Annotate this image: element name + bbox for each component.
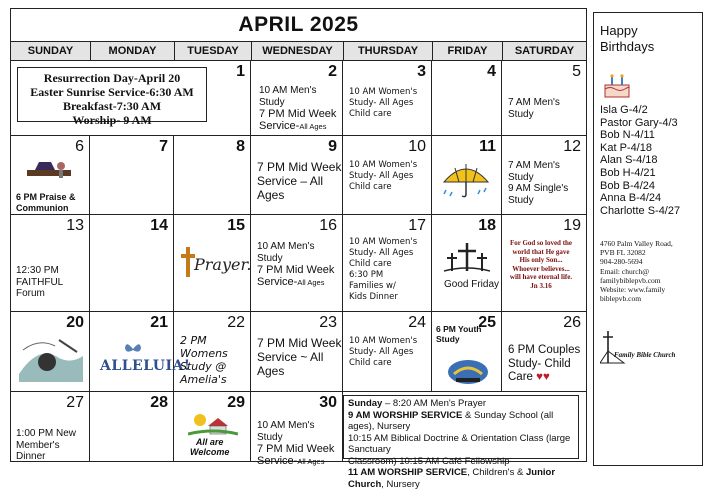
schedule-text: Sunday xyxy=(348,398,383,409)
hearts-icon: ♥♥ xyxy=(536,371,550,383)
day-cell xyxy=(502,136,586,215)
day-cell xyxy=(90,312,191,392)
event-text xyxy=(16,265,89,300)
day-number: 22 xyxy=(227,314,245,331)
event-text xyxy=(180,334,228,386)
schedule-text: , Children's & xyxy=(467,467,526,478)
day-cell xyxy=(502,215,586,312)
event-line: 10 AM Women's xyxy=(349,237,418,247)
easter-note-line: Resurrection Day-April 20 xyxy=(43,71,181,85)
day-cell xyxy=(11,312,90,392)
event-line: 6 PM Youth xyxy=(436,324,482,334)
event-line: Service ~ All xyxy=(257,350,324,364)
day-number: 21 xyxy=(150,314,168,331)
schedule-line xyxy=(348,410,574,433)
birthday-sidebar xyxy=(593,12,703,466)
day-number: 8 xyxy=(236,138,245,155)
day-cell xyxy=(432,61,502,136)
event-line: Service – All xyxy=(257,174,324,188)
day-number: 11 xyxy=(479,138,496,155)
communion-icon xyxy=(25,158,75,182)
event-line: 9 AM Single's xyxy=(508,183,569,194)
weekday-friday: FRIDAY xyxy=(432,41,502,61)
event-line: 10 AM Women's xyxy=(349,160,418,170)
event-text xyxy=(16,428,76,463)
day-number: 28 xyxy=(150,394,168,411)
event-line: FAITHFUL Forum xyxy=(16,276,63,299)
event-line: All Ages xyxy=(299,122,327,131)
day-number: 25 xyxy=(478,314,496,331)
event-text xyxy=(259,85,342,133)
day-cell xyxy=(90,392,174,462)
event-text xyxy=(257,160,341,202)
event-text xyxy=(508,344,580,385)
day-number: 29 xyxy=(227,394,245,411)
day-cell xyxy=(251,312,343,392)
schedule-text: Junior Church xyxy=(348,467,556,490)
church-logo-icon xyxy=(600,329,630,365)
birthdays-title-line: Birthdays xyxy=(600,39,655,54)
event-line: All are xyxy=(195,437,224,447)
day-cell xyxy=(343,312,432,392)
day-cell xyxy=(343,136,432,215)
day-number: 20 xyxy=(66,314,84,331)
day-number: 14 xyxy=(150,217,168,234)
schedule-text: , Nursery xyxy=(381,478,420,490)
weekday-sunday: SUNDAY xyxy=(11,41,90,61)
weekday-monday: MONDAY xyxy=(90,41,174,61)
day-number: 1 xyxy=(236,63,245,80)
good-friday-label: Good Friday xyxy=(444,279,500,290)
day-number: 24 xyxy=(408,314,426,331)
schedule-text: 9 AM WORSHIP SERVICE xyxy=(348,409,463,421)
event-line: Welcome xyxy=(190,446,230,457)
day-cell xyxy=(90,215,174,312)
prayer-label: Prayer. xyxy=(194,255,252,274)
easter-note-line: Breakfast-7:30 AM xyxy=(62,99,162,113)
event-line: 7 PM Mid Week xyxy=(257,160,342,174)
event-line: Ages xyxy=(257,188,285,202)
day-cell xyxy=(174,136,251,215)
event-line: Member's xyxy=(16,439,60,451)
day-cell xyxy=(251,61,343,136)
event-line: 12:30 PM xyxy=(16,265,59,276)
day-number: 19 xyxy=(563,217,581,234)
welcome-text xyxy=(190,438,229,457)
event-line: 7 PM Mid Week xyxy=(259,108,337,120)
birthday-item: Bob B-4/24 xyxy=(600,179,656,192)
alleluia-label: ALLELUIA! xyxy=(100,358,191,374)
event-line: Study xyxy=(508,194,534,206)
day-number: 23 xyxy=(319,314,337,331)
event-text xyxy=(349,237,417,303)
event-line: Study @ xyxy=(180,360,227,373)
birthday-item: Charlotte S-4/27 xyxy=(600,204,681,217)
day-number: 10 xyxy=(408,138,426,155)
event-line: Study xyxy=(508,108,534,120)
event-line: 7 AM Men's xyxy=(508,97,560,108)
event-line: 7 AM Men's xyxy=(508,160,560,171)
easter-note-line: Easter Sunrise Service-6:30 AM xyxy=(30,85,194,99)
day-cell xyxy=(90,136,174,215)
day-cell xyxy=(11,215,90,312)
event-line: Service- xyxy=(257,276,298,288)
event-line: Womens xyxy=(180,347,228,360)
event-line: All Ages xyxy=(297,457,325,466)
day-number: 4 xyxy=(487,63,496,80)
sunday-schedule-box xyxy=(343,395,579,490)
easter-info-cell xyxy=(11,61,251,136)
schedule-text: & Sunday School (all ages), Nursery xyxy=(348,409,554,432)
day-number: 12 xyxy=(563,138,581,155)
event-line: Study xyxy=(508,171,534,183)
day-number: 2 xyxy=(328,63,337,80)
schedule-line xyxy=(348,467,574,490)
youth-logo-icon xyxy=(446,358,490,386)
day-number: 3 xyxy=(417,63,426,80)
day-number: 26 xyxy=(563,314,581,331)
event-line: 10 AM Women's xyxy=(349,336,418,346)
day-cell xyxy=(502,61,586,136)
address-line: Email: church@ xyxy=(600,266,650,276)
day-number: 7 xyxy=(159,138,168,155)
event-text xyxy=(508,160,568,206)
day-number: 30 xyxy=(319,394,337,411)
day-number: 15 xyxy=(227,217,245,234)
day-number: 13 xyxy=(66,217,84,234)
schedule-line: Classroom) 10:15 AM Café Fellowship xyxy=(348,455,510,467)
event-line: Study xyxy=(436,334,460,344)
day-cell xyxy=(174,312,251,392)
day-cell xyxy=(251,392,343,467)
day-cell xyxy=(432,312,502,392)
calendar-title: APRIL 2025 xyxy=(238,13,359,36)
birthday-item: Pastor Gary-4/3 xyxy=(600,116,678,129)
event-text xyxy=(349,336,417,369)
birthday-item: Bob N-4/11 xyxy=(600,129,655,142)
event-line: Child care xyxy=(349,358,392,368)
event-line: All Ages xyxy=(297,278,325,287)
event-line: Families w/ xyxy=(349,281,396,291)
event-line: 6 PM Couples xyxy=(508,344,581,356)
event-line: Communion xyxy=(16,203,69,213)
day-cell xyxy=(11,392,90,462)
day-number: 9 xyxy=(328,138,337,155)
three-crosses-icon xyxy=(444,239,490,273)
day-number: 27 xyxy=(66,394,84,411)
schedule-text: 11 AM WORSHIP SERVICE xyxy=(348,467,468,478)
church-name: Family Bible Church xyxy=(614,351,676,359)
birthdays-title xyxy=(600,23,654,55)
event-text xyxy=(257,336,341,378)
event-text xyxy=(349,87,417,120)
event-line: 10 AM Men's Study xyxy=(259,85,317,108)
day-cell xyxy=(251,215,343,312)
event-line: 2 PM xyxy=(180,334,207,347)
easter-note-line: Worship- 9 AM xyxy=(72,113,152,127)
address-line: Website: www.family xyxy=(600,285,666,295)
event-line: 10 AM Women's xyxy=(349,87,418,97)
address-line: 4760 Palm Valley Road, xyxy=(600,239,673,248)
birthday-item: Bob H-4/21 xyxy=(600,166,656,179)
birthday-item: Alan S-4/18 xyxy=(600,154,658,167)
schedule-text: – 8:20 AM Men's Prayer xyxy=(382,398,487,409)
day-cell xyxy=(251,136,343,215)
birthday-item: Isla G-4/2 xyxy=(600,104,648,116)
april-calendar xyxy=(10,8,587,467)
day-cell xyxy=(343,215,432,312)
birthday-list xyxy=(600,104,680,217)
event-line: 1:00 PM New xyxy=(16,428,77,439)
event-line: Study- Child xyxy=(508,357,571,370)
umbrella-icon xyxy=(440,160,492,200)
weekday-tuesday: TUESDAY xyxy=(174,41,251,61)
event-text xyxy=(257,420,342,468)
weekday-saturday: SATURDAY xyxy=(502,41,586,61)
event-line: Service- xyxy=(257,455,298,467)
day-number: 16 xyxy=(319,217,337,234)
butterfly-icon xyxy=(124,342,142,356)
easter-note xyxy=(17,67,207,127)
weekday-thursday: THURSDAY xyxy=(343,41,432,61)
event-text xyxy=(349,160,417,193)
event-line: Service- xyxy=(259,120,300,132)
day-number: 17 xyxy=(408,217,426,234)
event-line: 10 AM Men's Study xyxy=(257,241,315,264)
schedule-line xyxy=(348,398,574,410)
event-line: 7 PM Mid Week xyxy=(257,443,335,455)
event-line: 7 PM Mid Week xyxy=(257,336,342,350)
day-number: 18 xyxy=(478,217,496,234)
address-line: PVB FL 32082 xyxy=(600,248,646,258)
event-text xyxy=(508,97,560,120)
day-cell xyxy=(174,215,251,312)
day-number: 6 xyxy=(75,138,84,155)
event-line: 6 PM Praise & xyxy=(16,192,76,202)
day-cell xyxy=(502,312,586,392)
address-line: biblepvb.com xyxy=(600,294,642,304)
event-line: Child care xyxy=(349,182,392,192)
event-line: Child care xyxy=(349,259,392,269)
resurrection-scene-icon xyxy=(19,334,83,382)
birthdays-title-line: Happy xyxy=(600,23,638,38)
birthday-item: Anna B-4/24 xyxy=(600,192,662,205)
event-line: Study- All Ages xyxy=(349,248,414,258)
event-line: Amelia's xyxy=(180,373,227,386)
address-line: familybiblepvb.com xyxy=(600,275,661,285)
event-line: Ages xyxy=(257,364,285,378)
event-line: 7 PM Mid Week xyxy=(257,264,335,276)
event-text xyxy=(257,241,342,289)
day-cell xyxy=(432,215,502,312)
day-cell xyxy=(432,136,502,215)
event-line: Care xyxy=(508,371,533,383)
event-line: Kids Dinner xyxy=(349,292,398,302)
address-line: 904-280-5694 xyxy=(600,257,643,267)
event-line: 10 AM Men's Study xyxy=(257,420,315,443)
day-cell xyxy=(11,136,90,215)
event-line: Child care xyxy=(349,109,392,119)
day-cell xyxy=(343,61,432,136)
event-line: Study- All Ages xyxy=(349,98,414,108)
event-line: Study- All Ages xyxy=(349,347,414,357)
day-number: 5 xyxy=(572,63,581,80)
event-text xyxy=(16,192,76,214)
church-address xyxy=(600,239,673,303)
birthday-cake-icon xyxy=(602,73,632,99)
birthday-item: Kat P-4/18 xyxy=(600,141,652,154)
event-line: 6:30 PM xyxy=(349,270,384,280)
schedule-line: 10:15 AM Biblical Doctrine & Orientation Class (large Sanctuary xyxy=(348,432,571,455)
day-cell xyxy=(174,392,251,462)
scripture-verse: For God so loved the world that He gave His only Son... Whoever believes... will have eternal life. Jn 3.16 xyxy=(509,239,573,290)
weekday-wednesday: WEDNESDAY xyxy=(251,41,343,61)
welcome-house-icon xyxy=(188,412,238,436)
event-text xyxy=(436,324,482,344)
event-line: Dinner xyxy=(16,451,46,462)
event-line: Study- All Ages xyxy=(349,171,414,181)
